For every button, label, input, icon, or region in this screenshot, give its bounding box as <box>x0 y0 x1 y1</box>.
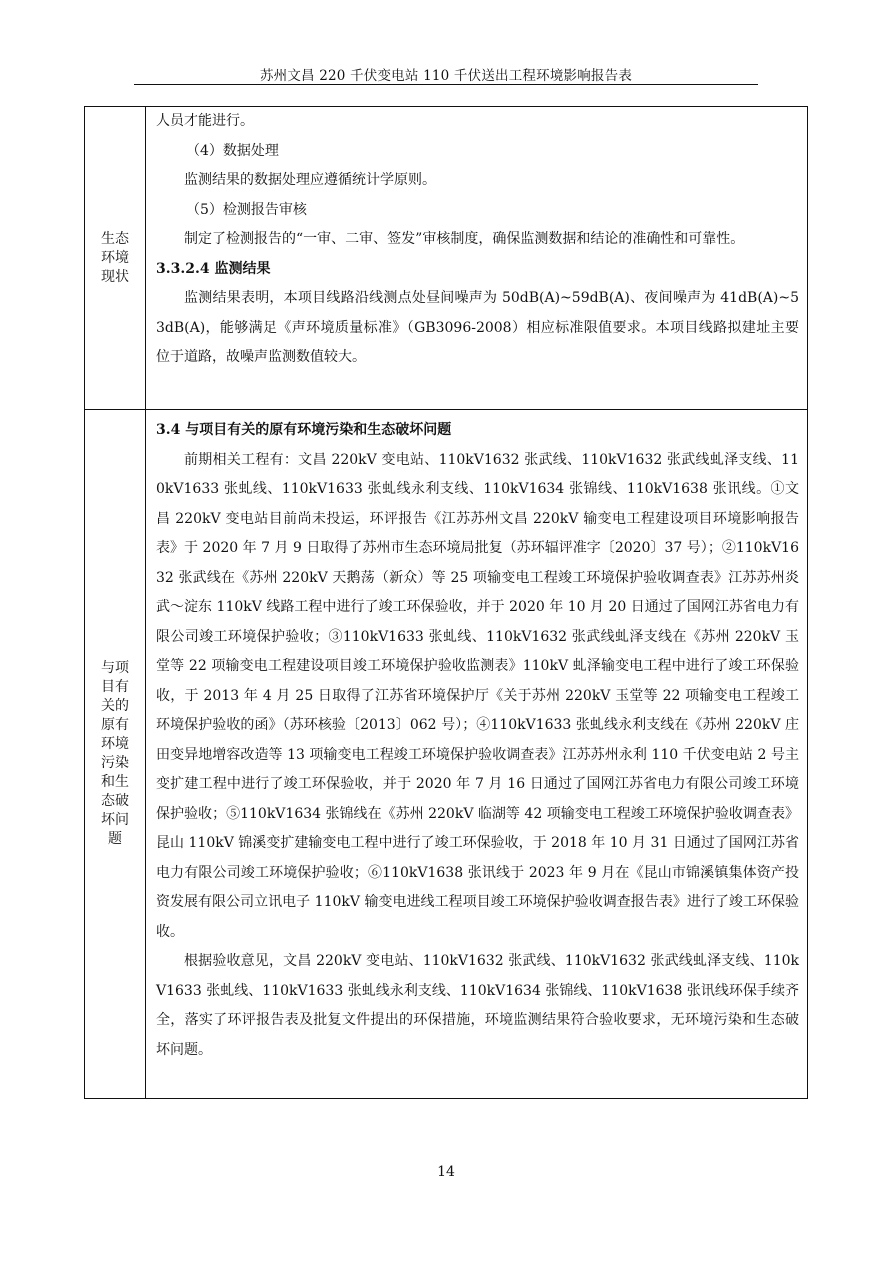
content-cell-ecological-status <box>146 107 808 410</box>
page-header-title: 苏州文昌 220 千伏变电站 110 千伏送出工程环境影响报告表 <box>259 68 633 84</box>
side-label-ecological-status: 生态环境现状 <box>101 230 129 285</box>
report-table <box>84 106 808 1099</box>
item-report-review: （5）检测报告审核 <box>186 201 307 218</box>
item-data-processing: （4）数据处理 <box>186 142 279 159</box>
page-number: 14 <box>437 1164 455 1180</box>
section-heading-3-4: 3.4 与项目有关的原有环境污染和生态破坏问题 <box>156 422 452 438</box>
paragraph-continuation: 人员才能进行。 <box>156 113 254 129</box>
paragraph-acceptance-conclusion: 根据验收意见，文昌 220kV 变电站、110kV1632 张武线、110kV1632 张武线虬泽支线、110kV1633 张虬线、110kV1633 张虬线永利支线、110kV1634 张锦线、110kV1638 张讯线环保手续齐全，落实了环评报告表及批复文件提出的环保措施，环境监测结果符合验收要求，无环境污染和生态破坏问题。 <box>156 953 799 1058</box>
side-cell-existing-pollution <box>85 410 146 1099</box>
side-label-existing-pollution: 与项目有关的原有环境污染和生态破坏问题 <box>101 660 129 847</box>
paragraph-report-review: 制定了检测报告的“一审、二审、签发”审核制度，确保监测数据和结论的准确性和可靠性。 <box>184 231 745 247</box>
header-divider <box>134 84 758 85</box>
subheading-monitoring-results: 3.3.2.4 监测结果 <box>156 260 271 277</box>
section-existing-pollution-row <box>85 410 808 1099</box>
paragraph-monitoring-results: 监测结果表明，本项目线路沿线测点处昼间噪声为 50dB(A)~59dB(A)、夜间噪声为 41dB(A)~53dB(A)，能够满足《声环境质量标准》（GB3096-2008）相应标准限值要求。本项目线路拟建址主要位于道路，故噪声监测数值较大。 <box>156 290 799 365</box>
section-ecological-status-row <box>85 107 808 410</box>
content-cell-existing-pollution <box>146 410 808 1099</box>
paragraph-prior-projects: 前期相关工程有：文昌 220kV 变电站、110kV1632 张武线、110kV1632 张武线虬泽支线、110kV1633 张虬线、110kV1633 张虬线永利支线、110kV1634 张锦线、110kV1638 张讯线。①文昌 220kV 变电站目前尚未投运，环评报告《江苏苏州文昌 220kV 输变电工程建设项目环境影响报告表》于 2020 年 7 月 9 日取得了苏州市生态环境局批复（苏环辐评准字〔2020〕37 号）；②110kV1632 张武线在《苏州 220kV 天鹅荡（新众）等 25 项输变电工程竣工环境保护验收调查表》江苏苏州炎武～淀东 110kV 线路工程中进行了竣工环保验收，并于 2020 年 10 月 20 日通过了国网江苏省电力有限公司竣工环境保护验收；③110kV1633 张虬线、110kV1632 张武线虬泽支线在《苏州 220kV 玉堂等 22 项输变电工程建设项目竣工环境保护验收监测表》110kV 虬泽输变电工程中进行了竣工环保验收，于 2013 年 4 月 25 日取得了江苏省环境保护厅《关于苏州 220kV 玉堂等 22 项输变电工程竣工环境保护验收的函》（苏环核验〔2013〕062 号）；④110kV1633 张虬线永利支线在《苏州 220kV 庄田变异地增容改造等 13 项输变电工程竣工环境保护验收调查表》江苏苏州永利 110 千伏变电站 2 号主变扩建工程中进行了竣工环保验收，并于 2020 年 7 月 16 日通过了国网江苏省电力有限公司竣工环境保护验收；⑤110kV1634 张锦线在《苏州 220kV 临湖等 42 项输变电工程竣工环境保护验收调查表》昆山 110kV 锦溪变扩建输变电工程中进行了竣工环保验收，于 2018 年 10 月 31 日通过了国网江苏省电力有限公司竣工环境保护验收；⑥110kV1638 张讯线于 2023 年 9 月在《昆山市锦溪镇集体资产投资发展有限公司立讯电子 110kV 输变电进线工程项目竣工环境保护验收调查报告表》进行了竣工环保验收。 <box>156 451 799 940</box>
paragraph-data-processing: 监测结果的数据处理应遵循统计学原则。 <box>184 172 436 188</box>
side-cell-ecological-status <box>85 107 146 410</box>
